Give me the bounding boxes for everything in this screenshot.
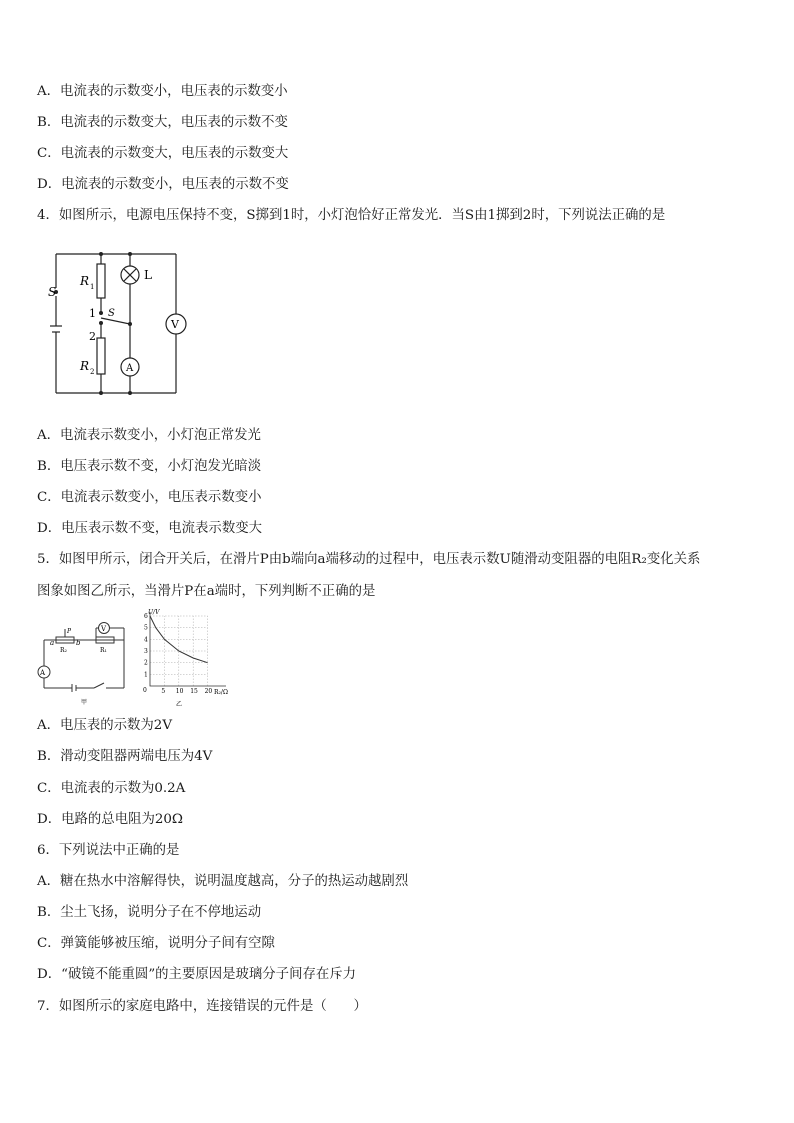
q4-option-c: C．电流表示数变小，电压表示数变小 [37, 490, 262, 505]
q5-ytick-label: 1 [144, 671, 148, 679]
q5-xlabel: R₂/Ω [214, 689, 228, 696]
q4-label-r1: R [80, 274, 90, 288]
q4-circuit-diagram [44, 240, 194, 406]
q4-label-pos2: 2 [89, 330, 96, 343]
q5-caption-a: 甲 [81, 699, 88, 706]
q5-stem-line2: 图象如图乙所示，当滑片P在a端时，下列判断不正确的是 [37, 584, 376, 599]
q5-xtick-label: 15 [190, 688, 198, 695]
q4-label-r1-sub: 1 [90, 283, 95, 291]
q4-label-ammeter: A [126, 363, 134, 374]
q5-option-b: B．滑动变阻器两端电压为4V [37, 749, 213, 764]
q5-ylabel: U/V [148, 609, 160, 616]
q5-xtick-label: 10 [175, 688, 184, 695]
q6-option-c: C．弹簧能够被压缩，说明分子间有空隙 [37, 936, 275, 951]
q5-ytick-label: 4 [144, 636, 148, 644]
q5-xtick-label: 5 [161, 688, 166, 695]
q3-option-d: D．电流表的示数变小，电压表的示数不变 [37, 177, 289, 192]
q5-xtick-label: 20 [204, 688, 213, 695]
q5-ytick-label: 3 [144, 648, 148, 655]
q5-label-b: b [76, 639, 81, 647]
q5-label-voltmeter: V [101, 625, 107, 633]
q5-option-d: D．电路的总电阻为20Ω [37, 812, 184, 827]
q5-label-r1: R₁ [100, 647, 107, 654]
q4-label-s: S [48, 285, 57, 299]
q5-ytick-label: 6 [144, 613, 148, 620]
q5-label-p: P [67, 628, 72, 635]
q4-label-s1: S [108, 308, 115, 319]
q5-caption-b: 乙 [176, 701, 183, 708]
q4-stem: 4．如图所示，电源电压保持不变，S掷到1时，小灯泡恰好正常发光．当S由1掷到2时，下列说法正确的是 [37, 208, 666, 223]
q5-ytick-label: 5 [144, 624, 148, 632]
q4-label-r2-sub: 2 [90, 368, 95, 376]
q6-option-a: A．糖在热水中溶解得快，说明温度越高，分子的热运动越剧烈 [37, 874, 409, 889]
q6-option-d: D．“破镜不能重圆”的主要原因是玻璃分子间存在斥力 [37, 967, 357, 982]
q5-circuit-diagram [36, 622, 136, 712]
q5-stem-line1: 5．如图甲所示，闭合开关后，在滑片P由b端向a端移动的过程中，电压表示数U随滑动变阻器的电阻R₂变化关系 [37, 552, 701, 567]
q5-graph [138, 606, 238, 714]
q4-label-pos1: 1 [89, 307, 96, 320]
q4-option-d: D．电压表示数不变，电流表示数变大 [37, 521, 262, 536]
q6-stem: 6．下列说法中正确的是 [37, 843, 180, 858]
q4-label-lamp: L [144, 268, 152, 282]
q5-ytick-label: 2 [144, 659, 148, 667]
q5-label-a: a [50, 639, 55, 647]
q5-option-c: C．电流表的示数为0.2A [37, 781, 186, 796]
q4-label-voltmeter: V [171, 318, 179, 331]
q6-option-b: B．尘土飞扬，说明分子在不停地运动 [37, 905, 262, 920]
q4-option-b: B．电压表示数不变，小灯泡发光暗淡 [37, 459, 262, 474]
q7-stem: 7．如图所示的家庭电路中，连接错误的元件是（ ） [37, 999, 367, 1014]
q3-option-a: A．电流表的示数变小，电压表的示数变小 [37, 84, 288, 99]
q5-axes-lines [150, 612, 226, 686]
q3-option-b: B．电流表的示数变大，电压表的示数不变 [37, 115, 288, 130]
q4-option-a: A．电流表示数变小，小灯泡正常发光 [37, 428, 261, 443]
q5-label-r2: R₂ [60, 647, 67, 654]
q4-label-r2: R [80, 359, 90, 373]
q3-option-c: C．电流表的示数变大，电压表的示数变大 [37, 146, 289, 161]
q5-option-a: A．电压表的示数为2V [37, 718, 172, 733]
q5-origin: 0 [143, 687, 147, 694]
q5-label-ammeter: A [40, 669, 46, 677]
